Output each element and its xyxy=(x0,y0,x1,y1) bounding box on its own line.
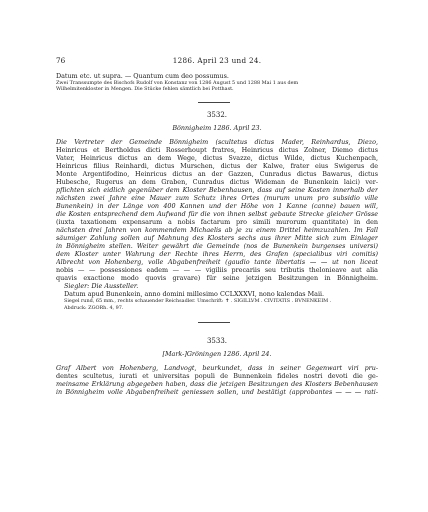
document-place-date: [Mark-]Gröningen 1286. April 24. xyxy=(162,350,272,358)
continuation-closing: Datum etc. ut supra. — Quantum cum deo possumus. xyxy=(56,72,229,80)
document-text-line: Hubesche, Rugerus an dem Graben, Cunradus dictus Wideman de Bunenkein laici) ver- xyxy=(56,178,378,186)
document-text-line: nobis — — possessiones eadem — — — vigiliis precariis seu tributis thelonieave aut alia xyxy=(56,266,378,274)
document-dating-line: Datum apud Bunenkein, anno domini millesimo CCLXXXVI, nono kalendas Maii. xyxy=(64,290,325,298)
document-text-line: (iuxta taxationem expensarum a nobis factarum pro simili murorum quantitate) in den xyxy=(56,218,378,226)
document-text-line: meinsame Erklärung abgegeben haben, dass die jetzigen Besitzungen des Klosters Bebenhausen xyxy=(56,380,378,388)
page-header xyxy=(56,56,378,68)
document-number: 3532. xyxy=(206,111,228,119)
document-place-date: Bönnigheim 1286. April 23. xyxy=(172,124,262,132)
document-text-line: Graf Albert von Hohenberg, Landvogt, beurkundet, dass in seiner Gegenwart viri pru- xyxy=(56,364,378,372)
section-divider xyxy=(198,322,230,323)
document-text-line: säumiger Zahlung sollen auf Mahnung des Klosters sechs aus ihrer Mitte sich zum Einlager xyxy=(56,234,378,242)
print-reference: Abdruck: ZGORh. 4, 97. xyxy=(64,305,124,311)
continuation-note: Zwei Transsumpte des Bischofs Rudolf von Konstanz von 1286 August 5 und 1288 Mai 1 aus dem xyxy=(56,80,299,86)
continuation-note: Wilhelmitenkloster in Mengen. Die Stücke fehlen sämtlich bei Potthast. xyxy=(56,86,234,92)
document-text-line: Monte Argentifodino, Heinricus dictus an der Gazzen, Cunradus dictus Bawarus, dictus xyxy=(56,170,378,178)
document-text-line: in Bönnigheim volle Abgabenfreiheit geniessen sollen, und bestätigt (approbantes — — — rati- xyxy=(56,388,378,396)
document-text-line: dem Kloster unter Wahrung der Rechte ihres Herrn, des Grafen (specialibus viri comitis) xyxy=(56,250,378,258)
document-text-line: Die Vertreter der Gemeinde Bönnigheim (scultetus dictus Mader, Reinhardus, Diezo, xyxy=(56,138,378,146)
seal-description: Siegel rund, 65 mm., rechts schauender Reichsadler. Umschrift: ✝ . SIGILLVM . CIVITATIS . BVNENKEIM . xyxy=(64,298,332,304)
document-text-line: in Bönnigheim stellen. Weiter gewährt die Gemeinde (nos de Bunenkein burgenses universi) xyxy=(56,242,378,250)
document-sealer-line: Siegler: Die Aussteller. xyxy=(64,282,139,290)
document-text-line: Heinricus et Bertholdus dicti Rosserhoupt fratres, Heinricus dictus Zolner, Diemo dictus xyxy=(56,146,378,154)
document-text-line: nächsten zwei Jahre eine Mauer zum Schutz ihres Ortes (murum unum pro subsidio ville xyxy=(56,194,378,202)
section-divider xyxy=(198,102,230,103)
running-title: 1286. April 23 und 24. xyxy=(172,56,262,65)
document-text-line: Bunenkein) in der Länge von 400 Kannen und der Höhe von 1 Kanne (canne) bauen will, xyxy=(56,202,378,210)
page-number: 76 xyxy=(56,56,66,65)
document-text-line: quavis exactione modo quovis gravare) für seine jetzigen Besitzungen in Bönnigheim. xyxy=(56,274,378,282)
document-text-line: Vater, Heinricus dictus an dem Wege, dictus Svazze, dictus Wilde, dictus Kuchenpach, xyxy=(56,154,378,162)
document-text-line: nächsten drei Jahren von kommendem Michaelis ab je zu einem Drittel heimzuzahlen. Im Fall xyxy=(56,226,378,234)
document-text-line: dentes scultetus, iurati et universitas populi de Bunnenkein fideles nostri devoti die ge- xyxy=(56,372,378,380)
document-text-line: Heinricus filius Reinhardi, dictus Murschen, dictus der Kalwe, frater eius Swigerus de xyxy=(56,162,378,170)
document-text-line: pflichten sich eidlich gegenüber dem Kloster Bebenhausen, dass auf seine Kosten innerhalb der xyxy=(56,186,378,194)
document-text-line: die Kosten entsprechend dem Aufwand für die von ihnen selbst gebaute Strecke gleicher Grösse xyxy=(56,210,378,218)
document-number: 3533. xyxy=(206,337,228,345)
document-text-line: Albrecht von Hohenberg, volle Abgabenfreiheit (gaudio tante libertatis — — ut non liceat xyxy=(56,258,378,266)
